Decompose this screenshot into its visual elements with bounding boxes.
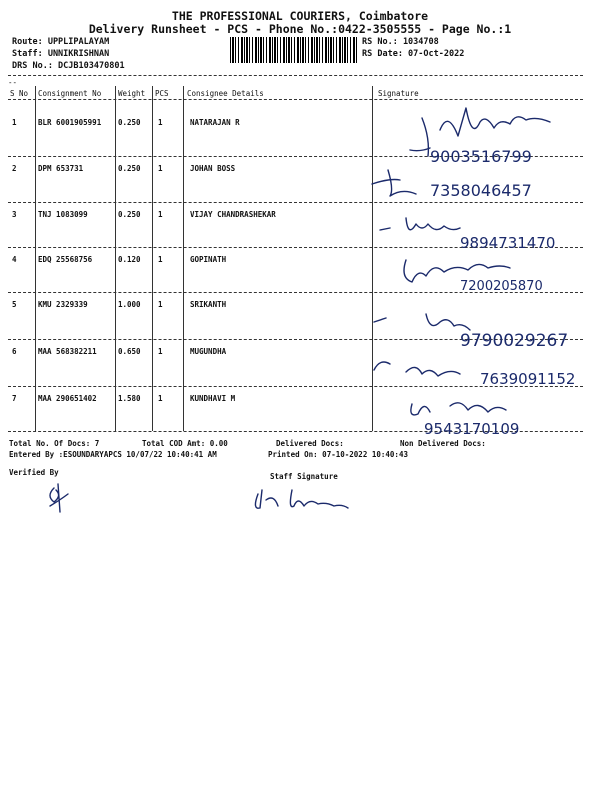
col-pcs: PCS bbox=[155, 89, 169, 98]
signature-6 bbox=[374, 362, 575, 388]
route-label: Route: UPPLIPALAYAM bbox=[12, 37, 110, 47]
barcode bbox=[230, 37, 358, 63]
svg-text:9543170109: 9543170109 bbox=[424, 420, 520, 438]
drs-number: DRS No.: DCJB103470801 bbox=[12, 61, 125, 71]
rs-date: RS Date: 07-Oct-2022 bbox=[362, 49, 465, 59]
col-sno: S No bbox=[10, 89, 29, 98]
staff-signature-scribble bbox=[248, 484, 358, 516]
non-delivered-docs: Non Delivered Docs: bbox=[400, 439, 486, 448]
svg-text:7358046457: 7358046457 bbox=[430, 181, 532, 200]
handwritten-signatures bbox=[360, 100, 590, 440]
verified-by-label: Verified By bbox=[9, 468, 59, 477]
signature-2 bbox=[372, 170, 532, 200]
header-divider bbox=[8, 75, 583, 76]
svg-text:9003516799: 9003516799 bbox=[430, 147, 532, 166]
signature-7 bbox=[411, 403, 520, 438]
signature-3 bbox=[380, 218, 555, 252]
verifier-initials bbox=[40, 480, 80, 516]
staff-signature-label: Staff Signature bbox=[270, 472, 338, 481]
staff-label: Staff: UNNIKRISHNAN bbox=[12, 49, 110, 59]
rs-number: RS No.: 1034708 bbox=[362, 37, 439, 47]
signature-4 bbox=[404, 260, 543, 294]
col-weight: Weight bbox=[118, 89, 146, 98]
svg-text:7200205870: 7200205870 bbox=[460, 279, 543, 294]
total-cod: Total COD Amt: 0.00 bbox=[142, 439, 228, 448]
total-docs: Total No. Of Docs: 7 bbox=[9, 439, 100, 448]
printed-on: Printed On: 07-10-2022 10:40:43 bbox=[268, 450, 408, 459]
dash-mark: -- bbox=[8, 78, 18, 87]
company-title: THE PROFESSIONAL COURIERS, Coimbatore bbox=[171, 9, 429, 23]
signature-1 bbox=[410, 108, 550, 166]
col-consignment: Consignment No bbox=[38, 89, 102, 98]
entered-by: Entered By :ESOUNDARYAPCS 10/07/22 10:40:41 AM bbox=[9, 450, 217, 459]
signature-5 bbox=[374, 314, 568, 351]
col-consignee: Consignee Details bbox=[187, 89, 264, 98]
svg-text:7639091152: 7639091152 bbox=[480, 370, 576, 388]
runsheet-subtitle: Delivery Runsheet - PCS - Phone No.:0422-3505555 - Page No.:1 bbox=[88, 22, 512, 36]
delivered-docs: Delivered Docs: bbox=[276, 439, 344, 448]
svg-text:9894731470: 9894731470 bbox=[460, 234, 556, 252]
col-signature: Signature bbox=[378, 89, 419, 98]
svg-text:9790029267: 9790029267 bbox=[460, 331, 569, 351]
